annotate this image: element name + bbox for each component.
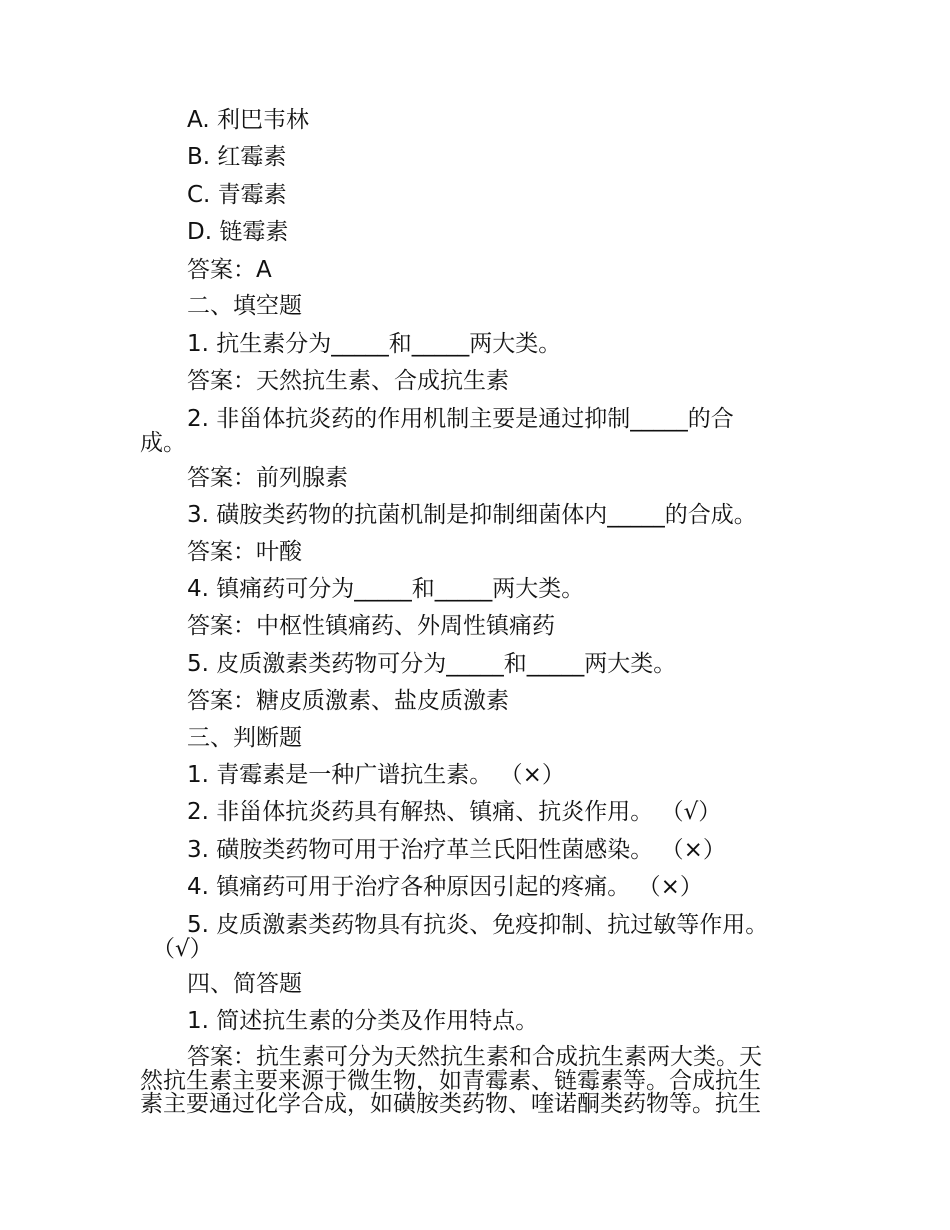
answer-line: 答案：A [187, 257, 272, 283]
statement-line: 5. 皮质激素类药物具有抗炎、免疫抑制、抗过敏等作用。 [187, 912, 769, 938]
option-c: C. 青霉素 [187, 182, 287, 208]
option-a: A. 利巴韦林 [187, 107, 309, 133]
section-heading-fill-blank: 二、填空题 [187, 293, 302, 319]
question-line: 3. 磺胺类药物的抗菌机制是抑制细菌体内_____的合成。 [187, 502, 757, 528]
statement-line: 3. 磺胺类药物可用于治疗革兰氏阳性菌感染。 （×） [187, 837, 726, 863]
answer-paragraph-line: 素主要通过化学合成，如磺胺类药物、喹诺酮类药物等。抗生 [140, 1091, 761, 1117]
answer-line: 答案：天然抗生素、合成抗生素 [187, 368, 509, 394]
answer-line: 答案：前列腺素 [187, 465, 348, 491]
question-line: 1. 抗生素分为_____和_____两大类。 [187, 331, 562, 357]
option-b: B. 红霉素 [187, 144, 287, 170]
answer-paragraph-line: 答案：抗生素可分为天然抗生素和合成抗生素两大类。天 [187, 1044, 762, 1070]
option-d: D. 链霉素 [187, 219, 289, 245]
answer-line: 答案：糖皮质激素、盐皮质激素 [187, 688, 509, 714]
question-line: 4. 镇痛药可分为_____和_____两大类。 [187, 576, 585, 602]
question-line-continuation: 成。 [140, 430, 186, 456]
question-line: 1. 简述抗生素的分类及作用特点。 [187, 1008, 539, 1034]
answer-paragraph-line: 然抗生素主要来源于微生物，如青霉素、链霉素等。合成抗生 [140, 1068, 761, 1094]
statement-line-continuation: （√） [152, 936, 213, 962]
statement-line: 2. 非甾体抗炎药具有解热、镇痛、抗炎作用。 （√） [187, 799, 722, 825]
question-line: 5. 皮质激素类药物可分为_____和_____两大类。 [187, 651, 677, 677]
section-heading-true-false: 三、判断题 [187, 725, 302, 751]
answer-line: 答案：中枢性镇痛药、外周性镇痛药 [187, 613, 555, 639]
statement-line: 4. 镇痛药可用于治疗各种原因引起的疼痛。 （×） [187, 874, 703, 900]
answer-line: 答案：叶酸 [187, 539, 302, 565]
statement-line: 1. 青霉素是一种广谱抗生素。 （×） [187, 762, 565, 788]
question-line: 2. 非甾体抗炎药的作用机制主要是通过抑制_____的合 [187, 406, 734, 432]
section-heading-short-answer: 四、简答题 [187, 971, 302, 997]
